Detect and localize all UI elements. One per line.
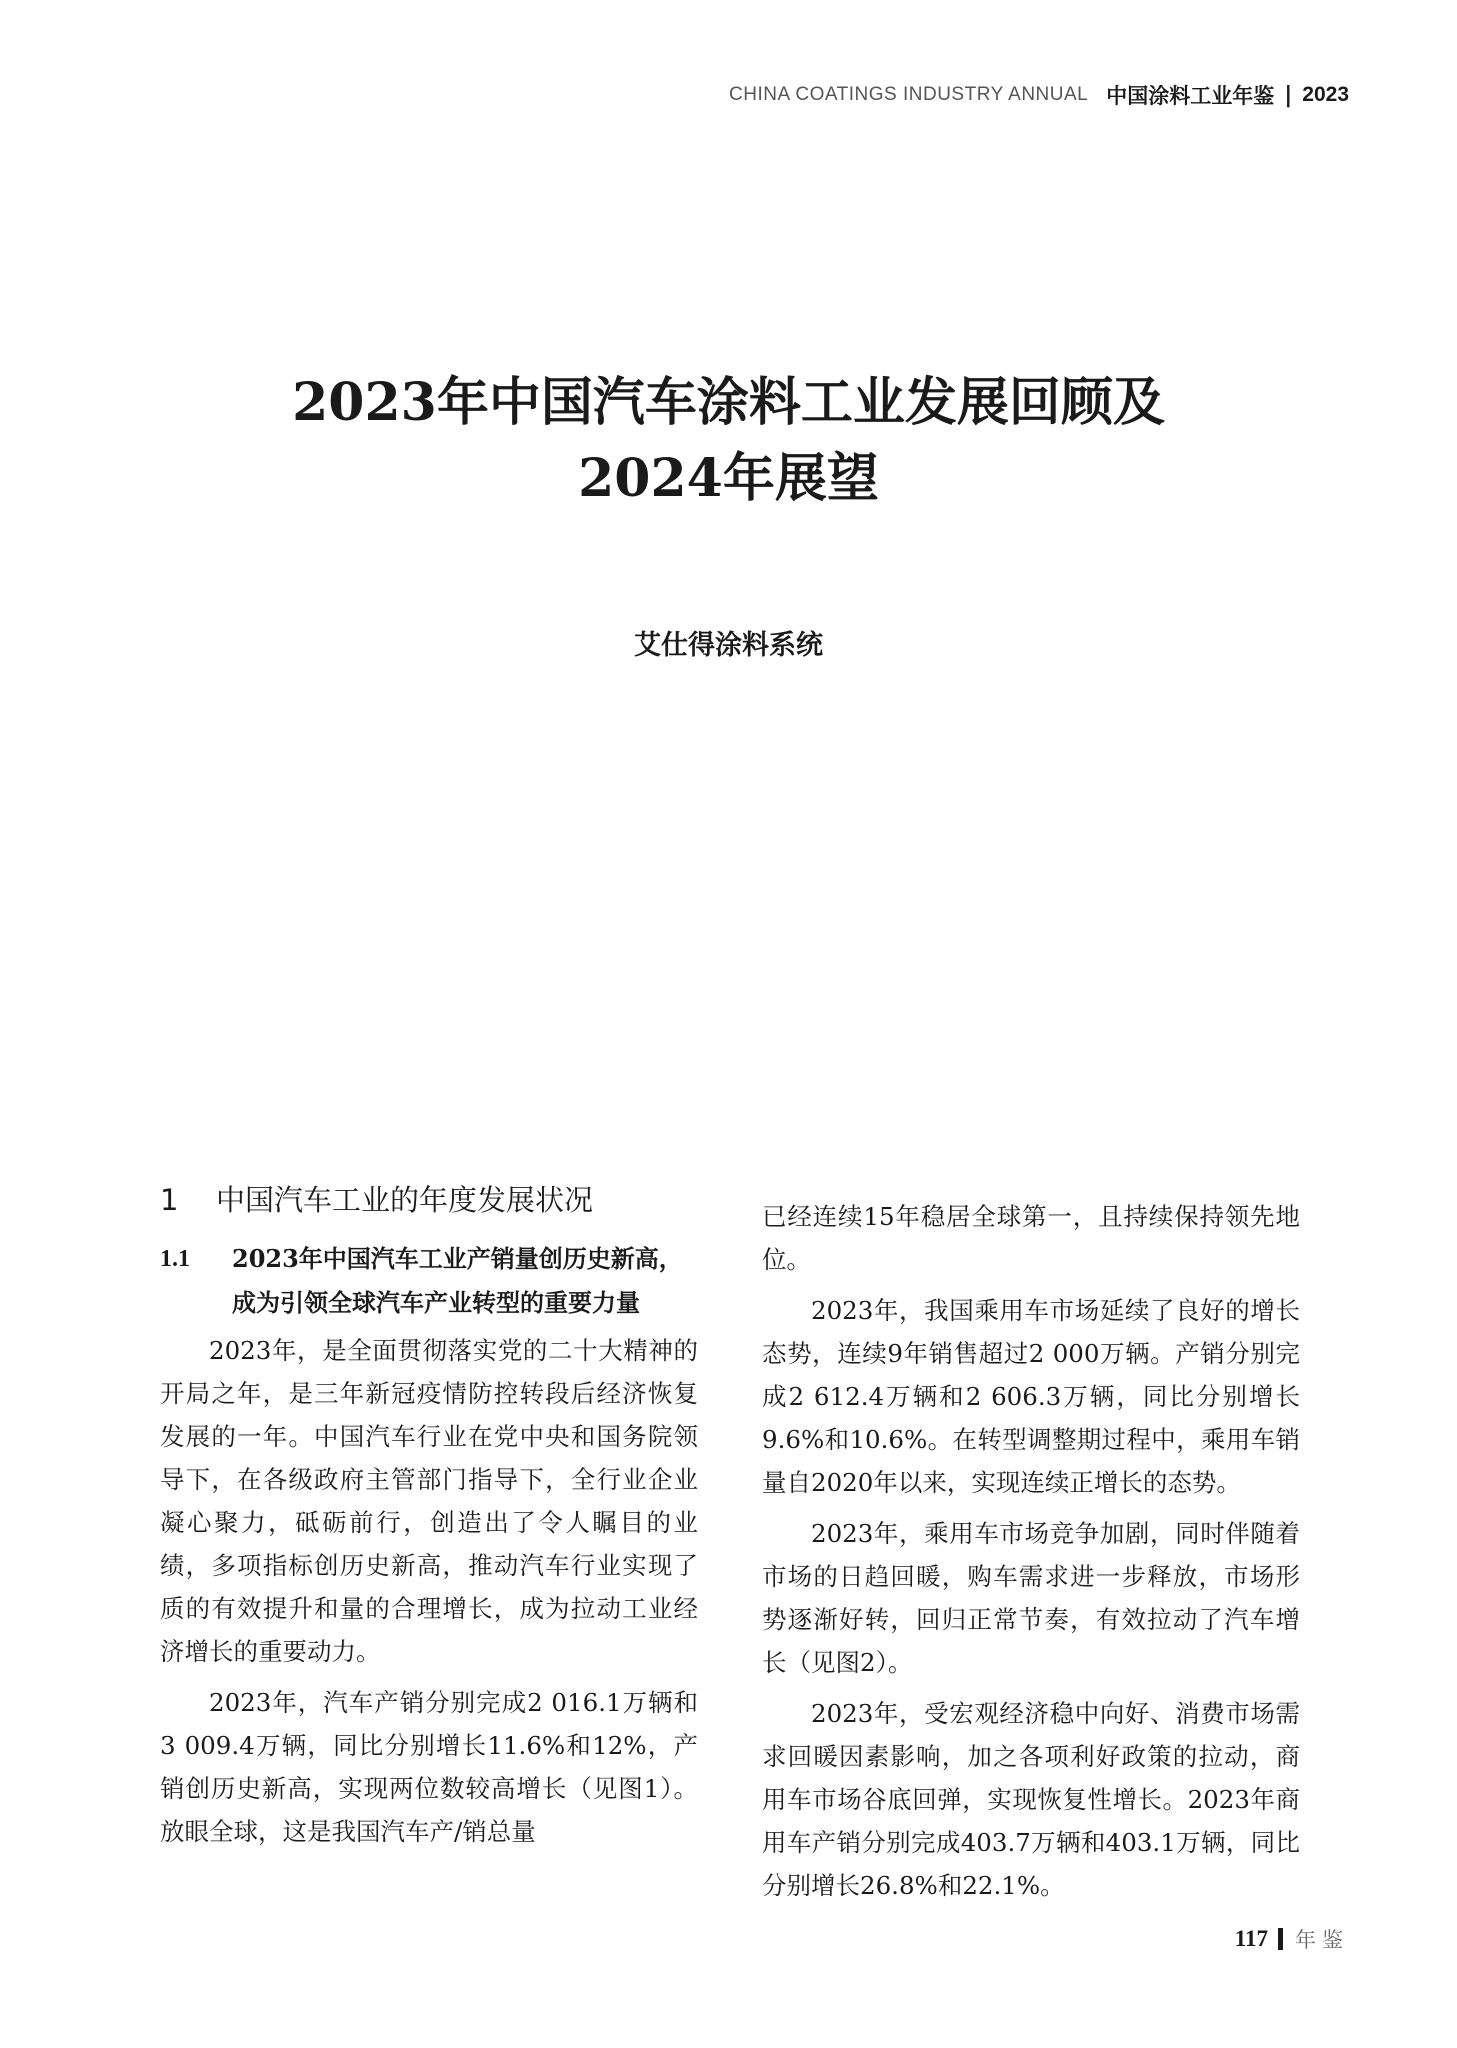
subsection-heading [160, 1237, 698, 1325]
body-paragraph: 2023年，我国乘用车市场延续了良好的增长态势，连续9年销售超过2 000万辆。产销分别完成2 612.4万辆和2 606.3万辆，同比分别增长9.6%和10.6%。在转型调整期过程中，乘用车销量自2020年以来，实现连续正增长的态势。 [762, 1296, 1300, 1497]
running-header [729, 80, 1349, 110]
header-separator: | [1284, 82, 1293, 108]
section-title: 中国汽车工业的年度发展状况 [216, 1183, 594, 1217]
left-column [160, 1178, 698, 1861]
journal-name-english: CHINA COATINGS INDUSTRY ANNUAL [729, 84, 1089, 105]
article-title [0, 365, 1457, 517]
article-title-line-1: 2023年中国汽车涂料工业发展回顾及 [292, 372, 1165, 433]
article-author: 艾仕得涂料系统 [634, 630, 823, 661]
body-paragraph: 2023年，汽车产销分别完成2 016.1万辆和3 009.4万辆，同比分别增长11.6%和12%，产销创历史新高，实现两位数较高增长（见图1）。放眼全球，这是我国汽车产/销总量 [160, 1688, 698, 1846]
body-paragraph: 2023年，乘用车市场竞争加剧，同时伴随着市场的日趋回暖，购车需求进一步释放，市场形势逐渐好转，回归正常节奏，有效拉动了汽车增长（见图2）。 [762, 1519, 1300, 1677]
footer-label: 年鉴 [1295, 1928, 1349, 1952]
body-paragraph-continuation: 已经连续15年稳居全球第一，且持续保持领先地位。 [762, 1202, 1300, 1274]
article-title-line-2: 2024年展望 [578, 448, 879, 509]
page-number: 117 [1234, 1926, 1268, 1951]
right-column [762, 1195, 1300, 1915]
section-number: 1 [160, 1183, 179, 1217]
subsection-number: 1.1 [160, 1246, 190, 1272]
journal-year: 2023 [1302, 83, 1349, 106]
body-paragraph: 2023年，是全面贯彻落实党的二十大精神的开局之年，是三年新冠疫情防控转段后经济恢复发展的一年。中国汽车行业在党中央和国务院领导下，在各级政府主管部门指导下，全行业企业凝心聚力，砥砺前行，创造出了令人瞩目的业绩，多项指标创历史新高，推动汽车行业实现了质的有效提升和量的合理增长，成为拉动工业经济增长的重要动力。 [160, 1336, 698, 1666]
subsection-title: 2023年中国汽车工业产销量创历史新高，成为引领全球汽车产业转型的重要力量 [232, 1244, 683, 1317]
journal-name-chinese: 中国涂料工业年鉴 [1106, 84, 1275, 108]
body-paragraph: 2023年，受宏观经济稳中向好、消费市场需求回暖因素影响，加之各项利好政策的拉动，商用车市场谷底回弹，实现恢复性增长。2023年商用车产销分别完成403.7万辆和403.1万辆，同比分别增长26.8%和22.1%。 [762, 1699, 1300, 1900]
section-heading [160, 1178, 698, 1219]
page-footer [1235, 1924, 1349, 1954]
footer-bar [1278, 1928, 1283, 1950]
